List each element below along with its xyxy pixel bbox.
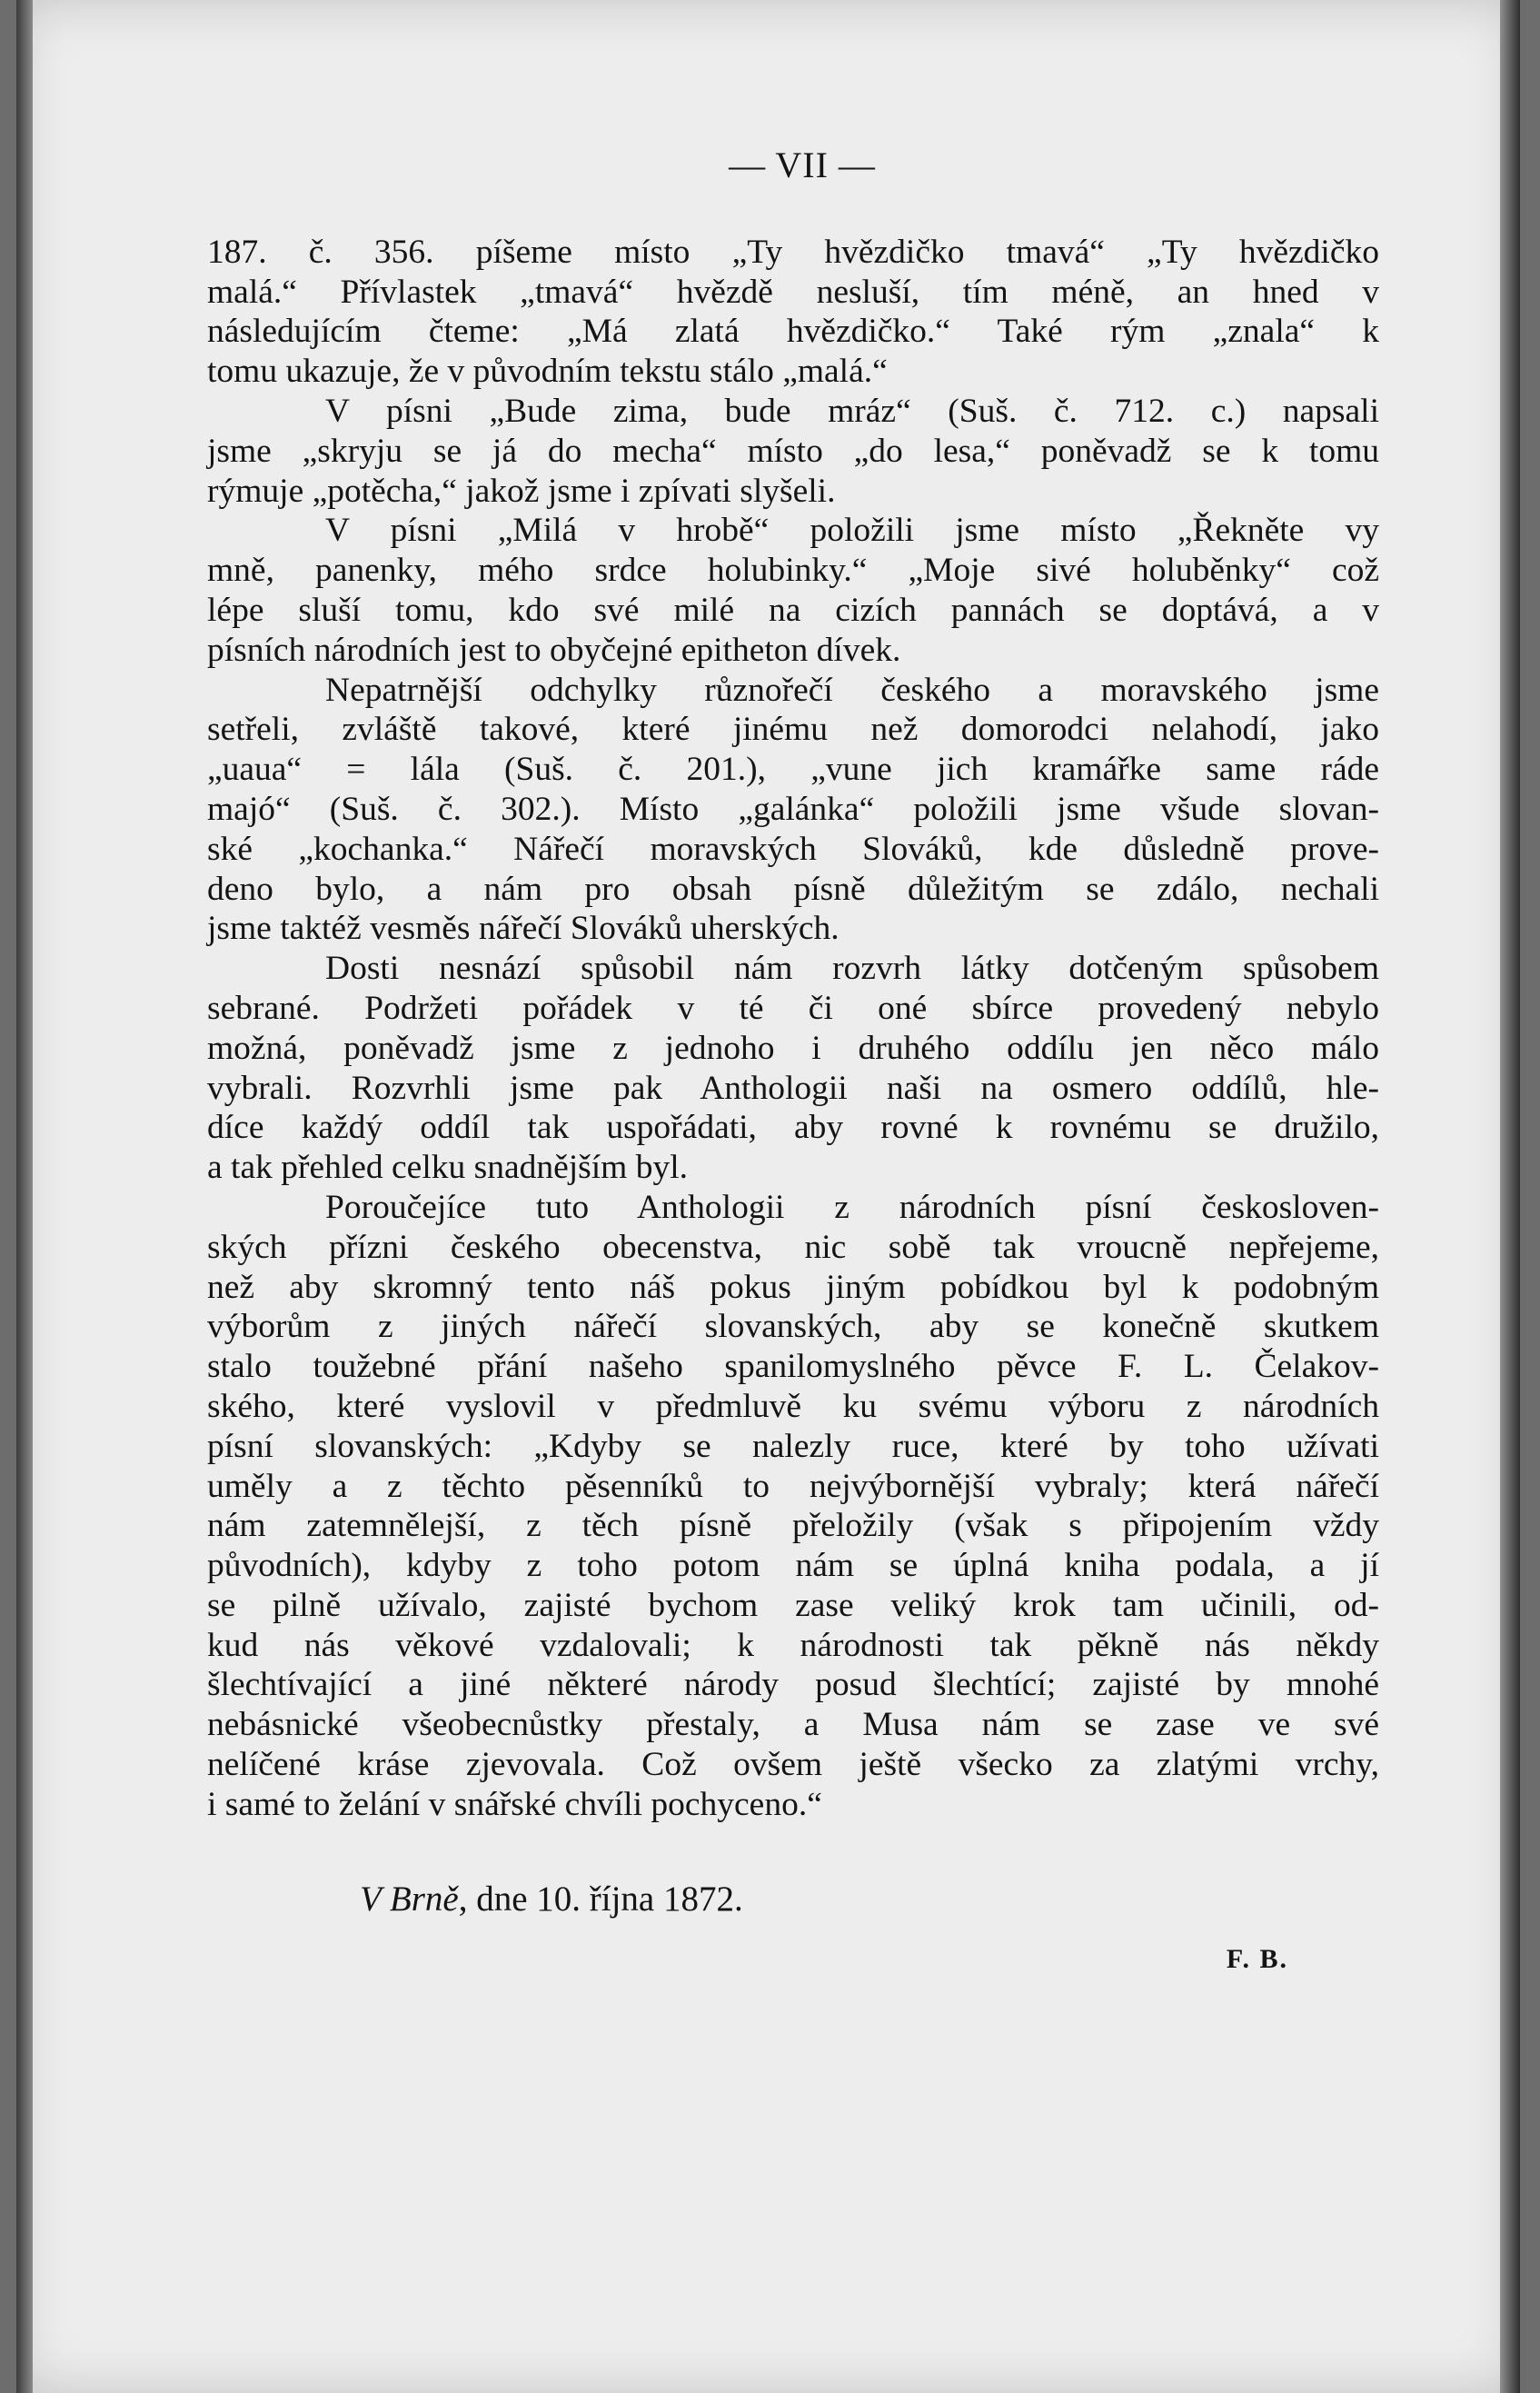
text-line: následujícím čteme: „Má zlatá hvězdičko.“ Také rým „znala“ k — [207, 313, 1379, 351]
text-line: deno bylo, a nám pro obsah písně důležitým se zdálo, nechali — [207, 870, 1379, 908]
signature-block — [207, 1879, 1379, 1974]
text-line: šlechtívající a jiné některé národy posud šlechtící; zajisté by mnohé — [207, 1666, 1379, 1704]
text-line: rýmuje „potěcha,“ jakož jsme i zpívati slyšeli. — [207, 472, 836, 510]
text-line: jsme „skryju se já do mecha“ místo „do lesa,“ poněvadž se k tomu — [207, 432, 1379, 470]
text-line: nám zatemnělejší, z těch písně přeložily (však s připojením vždy — [207, 1507, 1379, 1545]
text-line: malá.“ Přívlastek „tmavá“ hvězdě nesluší, tím méně, an hned v — [207, 273, 1379, 311]
text-line: než aby skromný tento náš pokus jiným pobídkou byl k podobným — [207, 1268, 1379, 1306]
text-line: majó“ (Suš. č. 302.). Místo „galánka“ položili jsme všude slovan- — [207, 790, 1379, 828]
text-line: vybrali. Rozvrhli jsme pak Anthologii naši na osmero oddílů, hle- — [207, 1069, 1379, 1107]
page-number-header: — VII — — [729, 145, 876, 185]
text-line: tomu ukazuje, že v původním tekstu stálo „malá.“ — [207, 353, 888, 391]
body-text — [207, 233, 1379, 1825]
author-initials: F. B. — [1226, 1943, 1288, 1974]
text-line: kud nás věkové vzdalovali; k národnosti tak pěkně nás někdy — [207, 1626, 1379, 1664]
place-date — [360, 1880, 743, 1919]
text-line: Nepatrnější odchylky různořečí českého a moravského jsme — [325, 671, 1379, 709]
page-edge-right — [1500, 0, 1520, 2393]
text-line: ských přízni českého obecenstva, nic sobě tak vroucně nepřejeme, — [207, 1228, 1379, 1266]
text-line: setřeli, zvláště takové, které jinému než domorodci nelahodí, jako — [207, 711, 1379, 749]
text-line: V písni „Milá v hrobě“ položili jsme místo „Řekněte vy — [325, 512, 1379, 550]
text-line: původních), kdyby z toho potom nám se úplná kniha podala, a jí — [207, 1547, 1379, 1585]
date-text: , dne 10. října 1872. — [458, 1879, 743, 1919]
text-line: nelíčené kráse zjevovala. Což ovšem ještě všecko za zlatými vrchy, — [207, 1746, 1379, 1784]
place-city: V Brně — [360, 1879, 459, 1919]
text-line: „uaua“ = lála (Suš. č. 201.), „vune jich kramářke same ráde — [207, 751, 1379, 789]
page-edge-left — [16, 0, 33, 2393]
text-line: Poroučejíce tuto Anthologii z národních písní českosloven- — [325, 1188, 1379, 1226]
text-line: ského, které vyslovil v předmluvě ku svému výboru z národních — [207, 1387, 1379, 1425]
book-page — [16, 0, 1520, 2393]
text-line: 187. č. 356. píšeme místo „Ty hvězdičko tmavá“ „Ty hvězdičko — [207, 233, 1379, 271]
text-line: lépe sluší tomu, kdo své milé na cizích pannách se doptává, a v — [207, 591, 1379, 629]
text-line: nebásnické všeobecnůstky přestaly, a Musa nám se zase ve své — [207, 1706, 1379, 1744]
text-line: výborům z jiných nářečí slovanských, aby se konečně skutkem — [207, 1308, 1379, 1346]
text-line: možná, poněvadž jsme z jednoho i druhého oddílu jen něco málo — [207, 1029, 1379, 1067]
text-line: stalo toužebné přání našeho spanilomyslného pěvce F. L. Čelakov- — [207, 1348, 1379, 1386]
text-line: i samé to želání v snářské chvíli pochyceno.“ — [207, 1785, 822, 1823]
text-line: uměly a z těchto pěsenníků to nejvýbornější vybraly; která nářečí — [207, 1467, 1379, 1505]
text-line: V písni „Bude zima, bude mráz“ (Suš. č. 712. c.) napsali — [325, 392, 1379, 430]
text-line: a tak přehled celku snadnějším byl. — [207, 1149, 689, 1187]
text-line: ské „kochanka.“ Nářečí moravských Slováků, kde důsledně prove- — [207, 830, 1379, 868]
text-line: písní slovanských: „Kdyby se nalezly ruce, které by toho užívati — [207, 1427, 1379, 1465]
text-line: mně, panenky, mého srdce holubinky.“ „Moje sivé holuběnky“ což — [207, 552, 1379, 590]
text-line: jsme taktéž vesměs nářečí Slováků uherských. — [207, 910, 840, 948]
text-line: Dosti nesnází spůsobil nám rozvrh látky dotčeným spůsobem — [325, 950, 1379, 988]
text-line: sebrané. Podržeti pořádek v té či oné sbírce provedený nebylo — [207, 989, 1379, 1027]
text-line: se pilně užívalo, zajisté bychom zase veliký krok tam učinili, od- — [207, 1586, 1379, 1624]
text-line: díce každý oddíl tak uspořádati, aby rovné k rovnému se družilo, — [207, 1109, 1379, 1147]
text-line: písních národních jest to obyčejné epitheton dívek. — [207, 631, 901, 669]
page-text — [207, 145, 1379, 1974]
